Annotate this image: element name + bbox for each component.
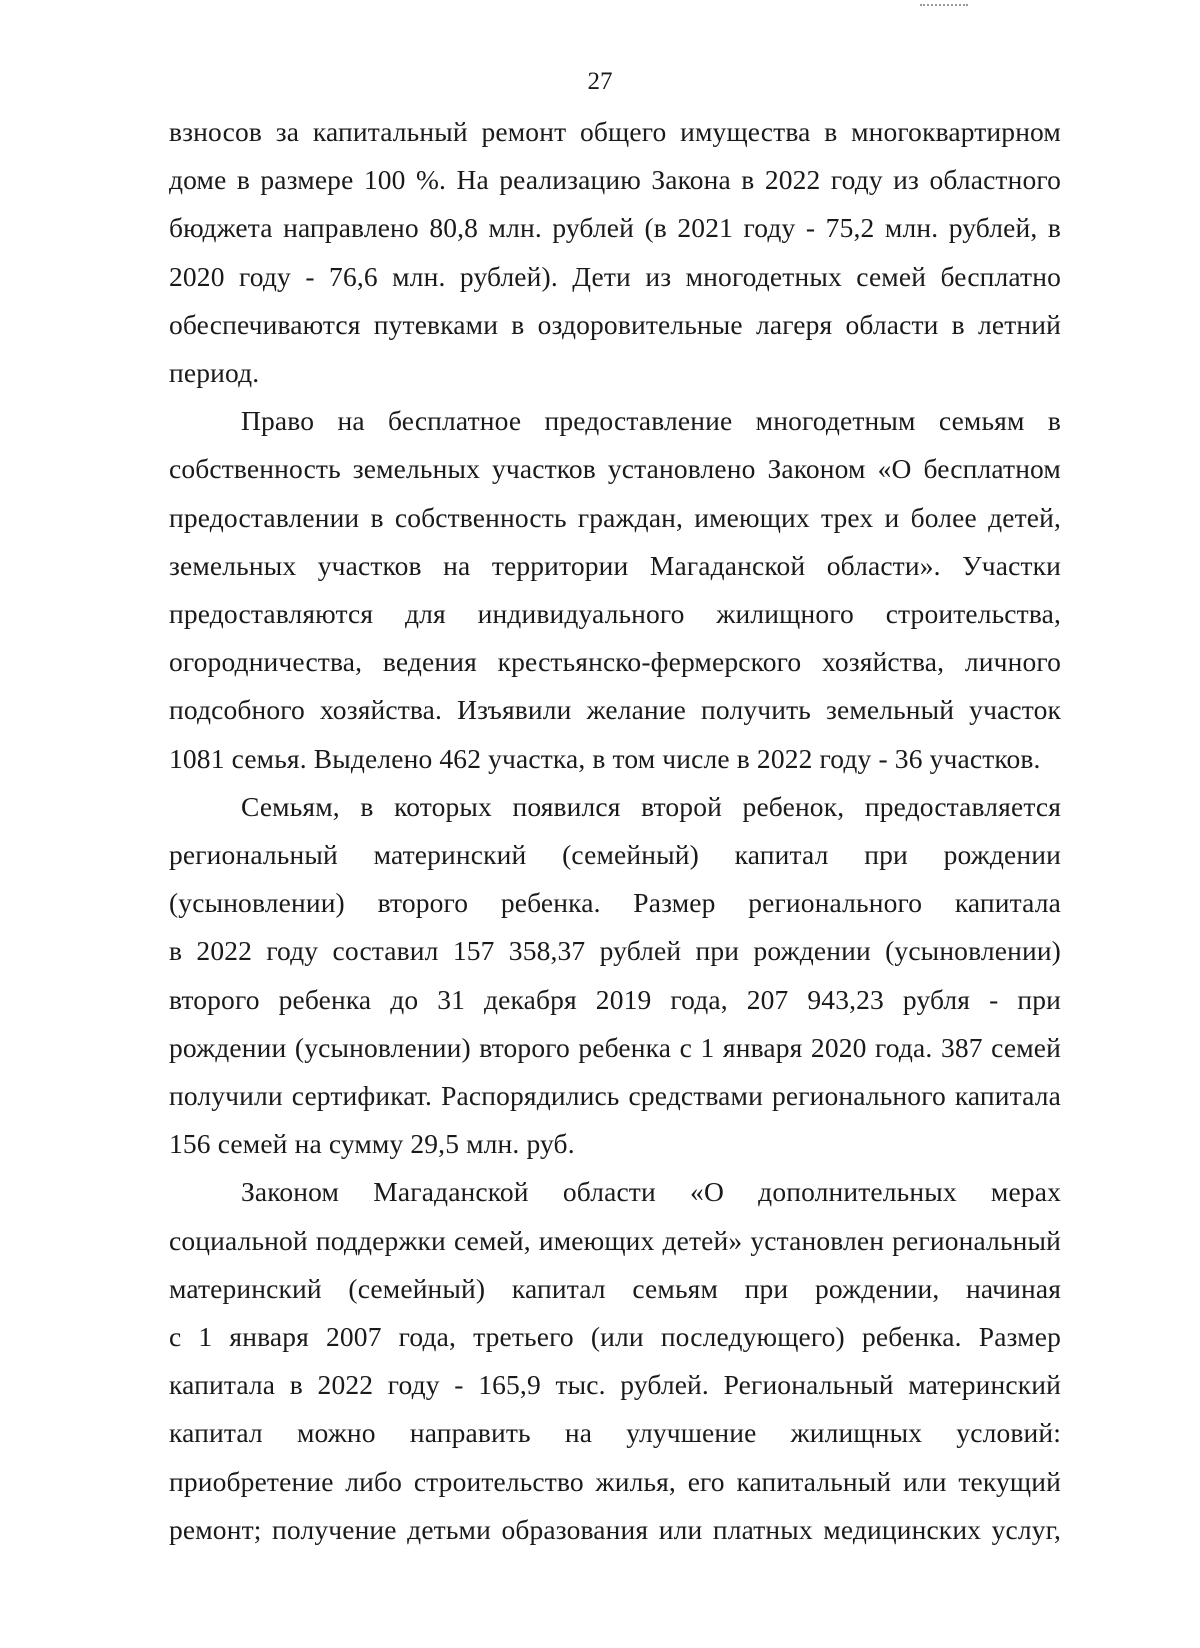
text-line: в 2022 году составил 157 358,37 рублей при рождении (усыновлении)	[169, 935, 1061, 967]
paragraph-land-plots	[169, 397, 1061, 783]
text-line: обеспечиваются путевками в оздоровительные лагеря области в летний	[169, 308, 1061, 340]
text-line: с 1 января 2007 года, третьего (или последующего) ребенка. Размер	[169, 1321, 1061, 1353]
text-line: второго ребенка до 31 декабря 2019 года, 207 943,23 рубля - при	[169, 983, 1061, 1015]
text-line: капитала в 2022 году - 165,9 тыс. рублей. Региональный материнский	[169, 1369, 1061, 1401]
text-line: (усыновлении) второго ребенка. Размер регионального капитала	[169, 887, 1061, 919]
document-body	[169, 108, 1061, 1554]
text-line: доме в размере 100 %. На реализацию Закона в 2022 году из областного	[169, 164, 1061, 196]
paragraph-third-child-capital	[169, 1168, 1061, 1554]
text-line: 156 семей на сумму 29,5 млн. руб.	[169, 1128, 575, 1160]
text-line: 2020 году - 76,6 млн. рублей). Дети из многодетных семей бесплатно	[169, 260, 1061, 292]
text-line: земельных участков на территории Магаданской области». Участки	[169, 549, 1061, 581]
page-number: 27	[587, 68, 613, 95]
paragraph-utility-fees	[169, 108, 1061, 397]
text-line: предоставлении в собственность граждан, имеющих трех и более детей,	[169, 501, 1061, 533]
text-line: Право на бесплатное предоставление многодетным семьям в	[241, 405, 1061, 437]
text-line: получили сертификат. Распорядились средствами регионального капитала	[169, 1080, 1061, 1112]
text-line: 1081 семья. Выделено 462 участка, в том числе в 2022 году - 36 участков.	[169, 742, 1041, 774]
text-line: взносов за капитальный ремонт общего имущества в многоквартирном	[169, 116, 1061, 147]
text-line: бюджета направлено 80,8 млн. рублей (в 2021 году - 75,2 млн. рублей, в	[169, 212, 1061, 244]
text-line: рождении (усыновлении) второго ребенка с 1 января 2020 года. 387 семей	[169, 1031, 1061, 1063]
text-line: собственность земельных участков установлено Законом «О бесплатном	[169, 453, 1061, 485]
text-line: материнский (семейный) капитал семьям при рождении, начиная	[169, 1272, 1061, 1304]
text-line: региональный материнский (семейный) капитал при рождении	[169, 839, 1061, 871]
text-line: приобретение либо строительство жилья, его капитальный или текущий	[169, 1465, 1061, 1497]
text-line: огородничества, ведения крестьянско-фермерского хозяйства, личного	[169, 646, 1061, 678]
text-line: период.	[169, 357, 260, 389]
text-line: ремонт; получение детьми образования или платных медицинских услуг,	[169, 1513, 1061, 1545]
text-line: социальной поддержки семей, имеющих детей» установлен региональный	[169, 1224, 1061, 1256]
text-line: Законом Магаданской области «О дополнительных мерах	[241, 1176, 1061, 1208]
text-line: предоставляются для индивидуального жилищного строительства,	[169, 598, 1061, 630]
text-line: подсобного хозяйства. Изъявили желание получить земельный участок	[169, 694, 1061, 726]
text-line: капитал можно направить на улучшение жилищных условий:	[169, 1417, 1061, 1449]
text-line: Семьям, в которых появился второй ребенок, предоставляется	[241, 790, 1061, 822]
scan-artifact	[920, 0, 968, 6]
paragraph-second-child-capital	[169, 783, 1061, 1169]
